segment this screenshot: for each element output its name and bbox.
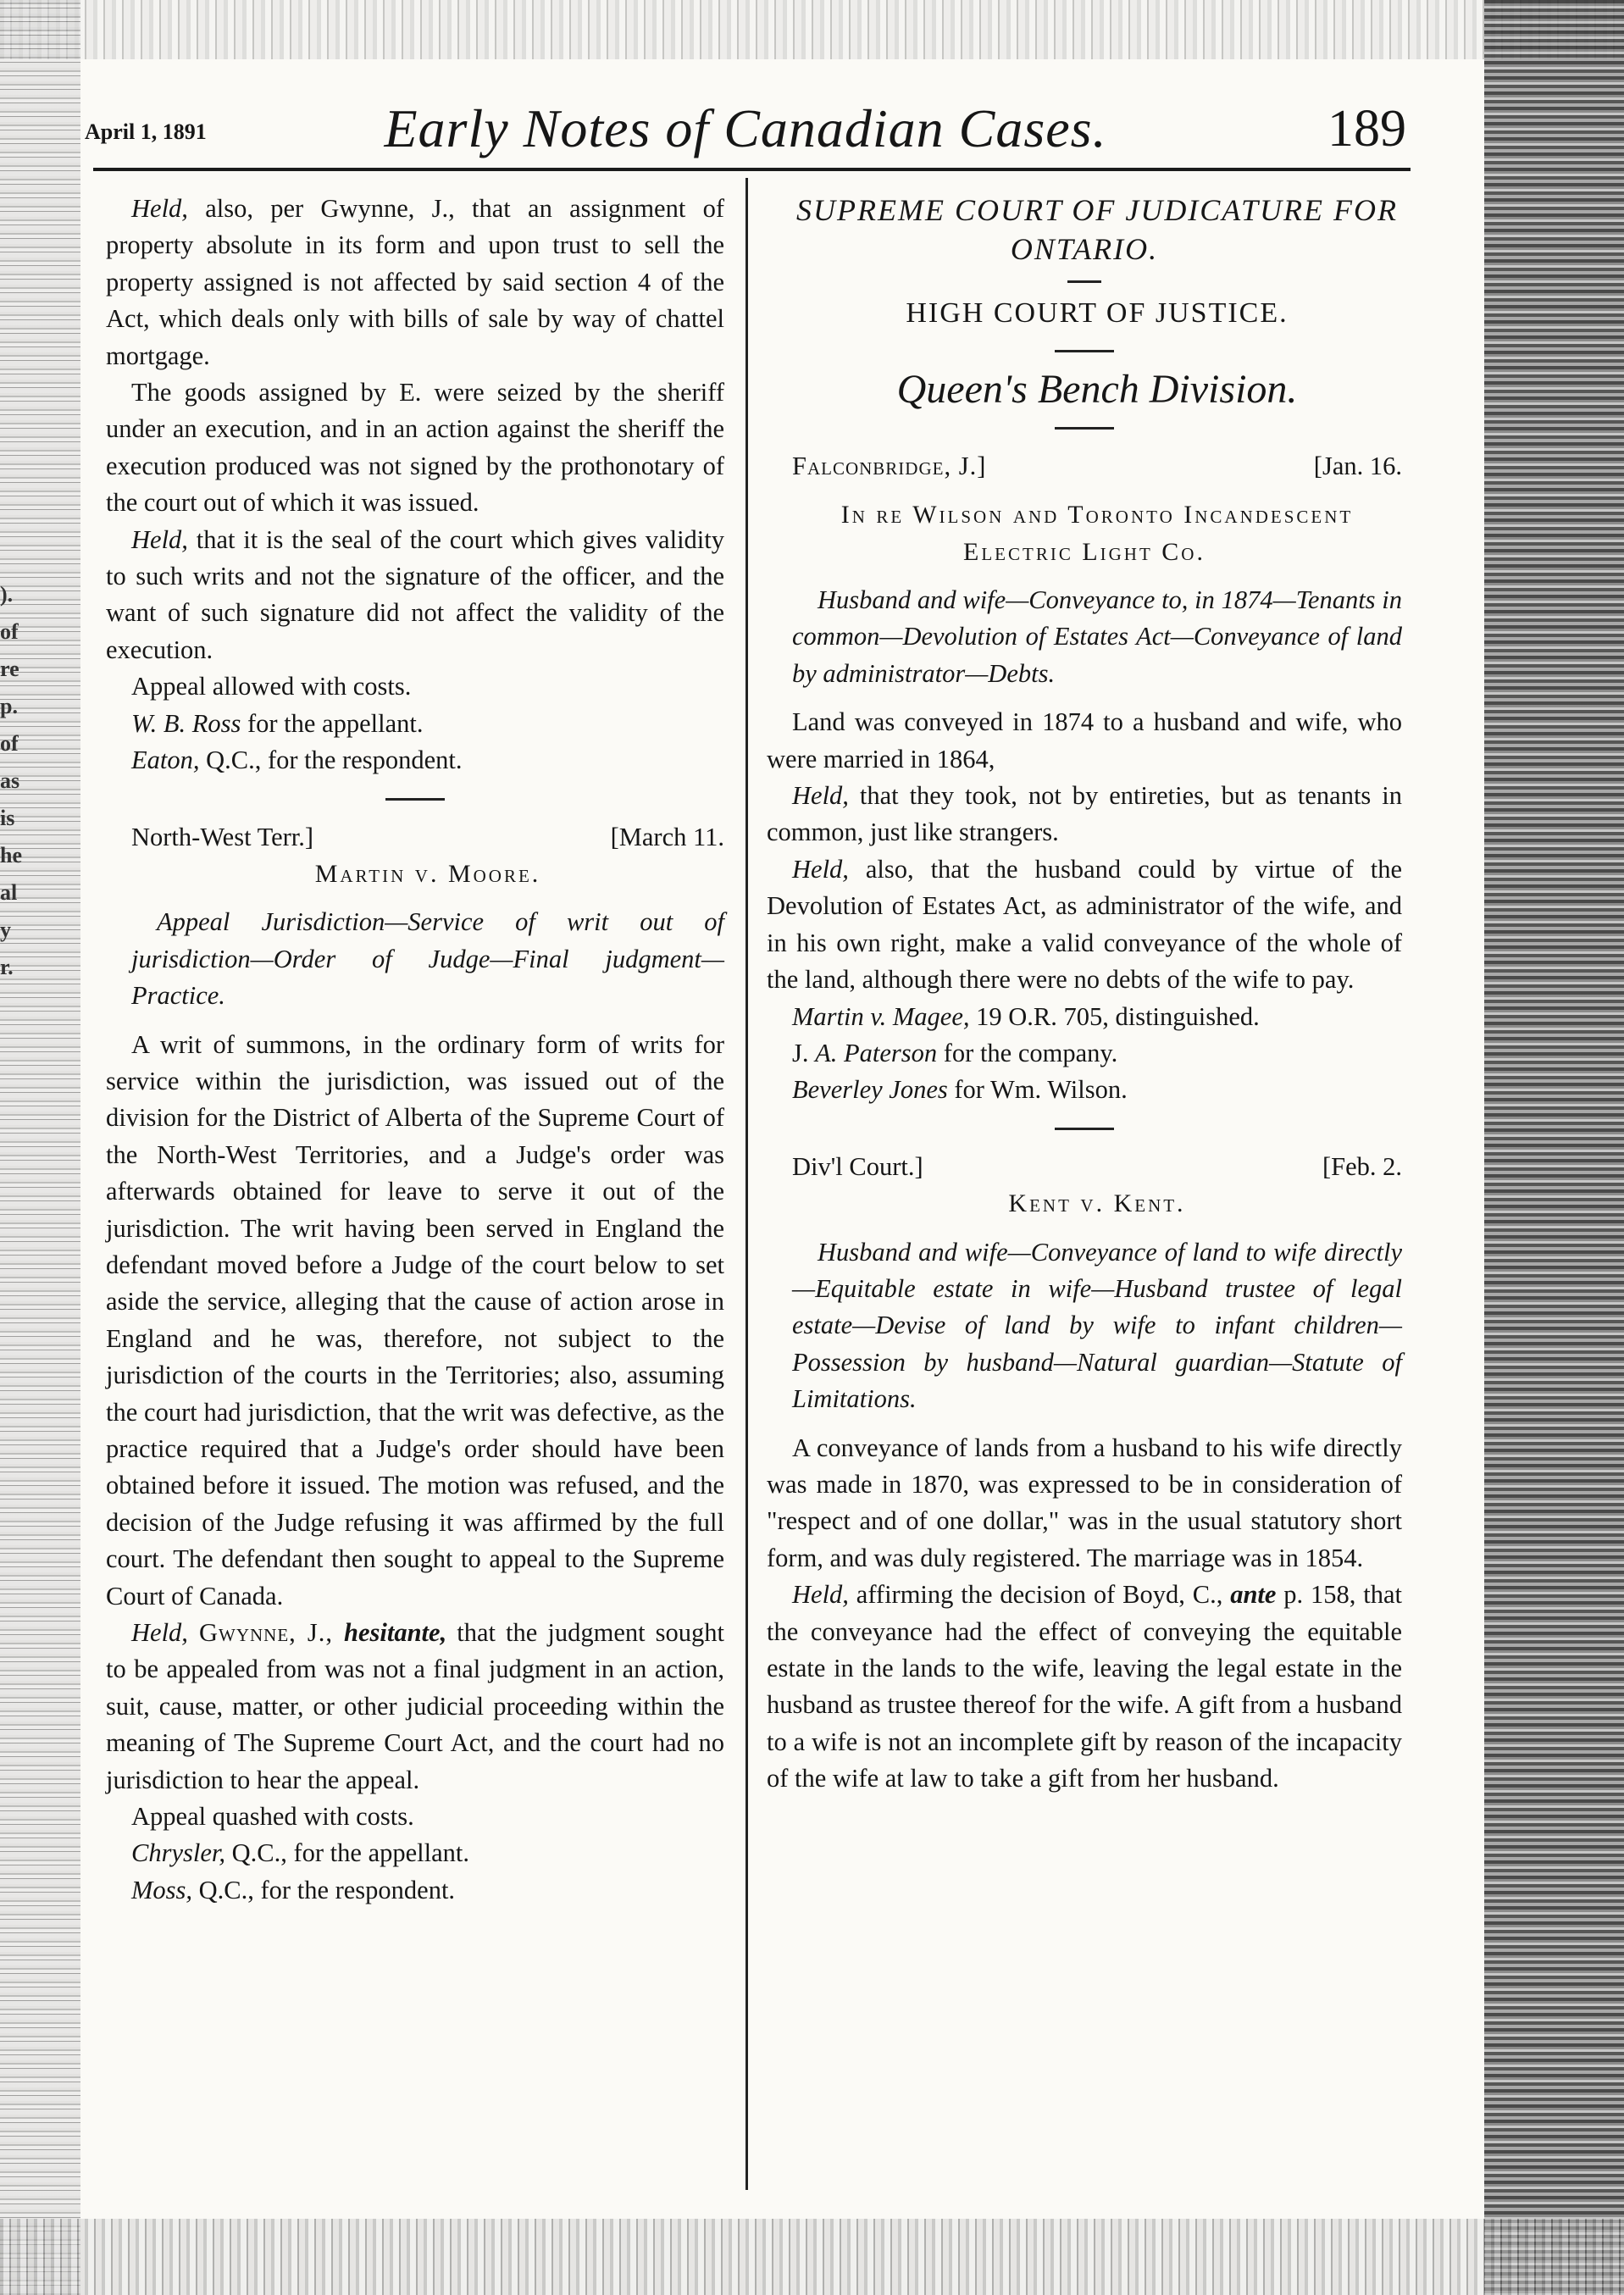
- paragraph-text: also, per Gwynne, J., that an assignment of property absolute in its form and upon trust to sell the property assigned is not affected by said section 4 of the Act, which deals only with bills of sale by way of chattel mortgage.: [106, 194, 724, 370]
- paragraph: [106, 191, 724, 374]
- counsel-line: [106, 706, 724, 742]
- paragraph: [767, 851, 1402, 999]
- counsel-role: Q.C., for the appellant.: [225, 1838, 469, 1868]
- scan-noise-top: [0, 0, 1624, 59]
- case-court-line: [767, 1149, 1402, 1185]
- bleed-fragment: of: [0, 731, 19, 756]
- counsel-name: Eaton,: [131, 746, 200, 775]
- page-number: 189: [1327, 100, 1406, 158]
- disposition: Appeal allowed with costs.: [131, 672, 412, 701]
- held-label: Held,: [792, 781, 849, 811]
- counsel-role: for the appellant.: [241, 708, 424, 738]
- counsel-role: for Wm. Wilson.: [947, 1075, 1128, 1105]
- high-court-heading: HIGH COURT OF JUSTICE.: [906, 297, 1289, 329]
- counsel-name: W. B. Ross: [131, 708, 241, 738]
- bleed-fragment: he: [0, 843, 22, 868]
- bleed-fragment: is: [0, 806, 15, 830]
- ante-term: ante: [1230, 1580, 1277, 1610]
- header-rule: [93, 168, 1411, 171]
- case-court-line: [767, 448, 1402, 485]
- scan-noise-left: [0, 0, 80, 2295]
- section-divider: [1055, 1128, 1114, 1130]
- bleed-fragment: al: [0, 880, 18, 905]
- section-divider: [1067, 280, 1101, 283]
- bleed-fragment: ).: [0, 582, 14, 607]
- paragraph-text: p. 158, that the conveyance had the effect of conveying the equitable estate in the lands to the wife, leaving the legal estate in the husband as trustee thereof for the wife. A gift from a husband to a wife is not an incomplete gift by reason of the incapacity of the wife at law to take a gift from her husband.: [767, 1580, 1402, 1793]
- bleed-fragment: re: [0, 657, 19, 681]
- judge-name: Gwynne, J.,: [187, 1618, 345, 1648]
- margin-bleed-text: [0, 576, 51, 986]
- case-name: In re Wilson and Toronto Incandescent Electric Light Co.: [840, 501, 1354, 566]
- counsel-line: [106, 1835, 724, 1871]
- journal-title: Early Notes of Canadian Cases.: [384, 98, 1107, 158]
- case-headnote: Appeal Jurisdiction—Service of writ out of jurisdiction—Order of Judge—Final judgment—Practice.: [131, 907, 724, 1011]
- paragraph-text: affirming the decision of Boyd, C.,: [848, 1580, 1231, 1610]
- paragraph: A writ of summons, in the ordinary form of writs for service within the jurisdiction, was issued out of the division for the District of Alberta of the Supreme Court of the North-West Territories, and a Judge's order was afterwards obtained for leave to serve it out of the jurisdiction. The writ having been served in England the defendant moved before a Judge of the court below to set aside the service, alleging that the cause of action arose in England and he was, therefore, not subject to the jurisdiction of the courts in the Territories; also, assuming the court had jurisdiction, that the writ was defective, as the practice required that a Judge's order should have been obtained before it issued. The motion was refused, and the decision of the Judge refusing it was affirmed by the full court. The defendant then sought to appeal to the Supreme Court of Canada.: [106, 1029, 724, 1610]
- disposition: Appeal quashed with costs.: [131, 1802, 414, 1832]
- paragraph-text: that they took, not by entireties, but as tenants in common, just like strangers.: [767, 781, 1402, 847]
- paragraph: [767, 1577, 1402, 1797]
- division-heading: Queen's Bench Division.: [896, 367, 1298, 413]
- scan-noise-bottom: [0, 2219, 1624, 2295]
- counsel-line: [767, 1035, 1402, 1072]
- case-date: [Feb. 2.: [1322, 1151, 1402, 1181]
- bleed-fragment: y: [0, 917, 11, 942]
- paragraph: Land was conveyed in 1874 to a husband and wife, who were married in 1864,: [767, 707, 1402, 773]
- held-label: Held,: [131, 1618, 188, 1648]
- column-divider: [745, 178, 748, 2190]
- citation-text: 19 O.R. 705, distinguished.: [969, 1001, 1260, 1031]
- scan-noise-right: [1484, 0, 1624, 2295]
- case-name: Kent v. Kent.: [1008, 1189, 1186, 1218]
- left-column: [106, 191, 724, 1909]
- held-label: Held,: [792, 1580, 849, 1610]
- section-divider: [385, 798, 445, 801]
- cited-case: Martin v. Magee,: [792, 1001, 970, 1031]
- court-title: SUPREME COURT OF JUDICATURE FOR ONTARIO.: [796, 193, 1398, 266]
- judge-name: Falconbridge, J.]: [792, 451, 987, 480]
- counsel-role: Q.C., for the respondent.: [199, 746, 463, 775]
- case-date: [March 11.: [610, 822, 724, 851]
- right-column: [767, 191, 1402, 1798]
- paragraph: [106, 1615, 724, 1799]
- hesitante-term: hesitante,: [344, 1618, 447, 1648]
- issue-date: April 1, 1891: [85, 119, 207, 144]
- counsel-name: A. Paterson: [815, 1038, 938, 1067]
- paragraph-text: also, that the husband could by virtue of the Devolution of Estates Act, as administrator of the wife, and in his own right, make a valid conveyance of the whole of the land, although there were no debts of the wife to pay.: [767, 854, 1402, 995]
- held-label: Held,: [131, 524, 188, 554]
- paragraph: The goods assigned by E. were seized by the sheriff under an execution, and in an action against the sheriff the execution produced was not signed by the prothonotary of the court out of which it was issued.: [106, 378, 724, 518]
- counsel-initial: J.: [792, 1038, 816, 1067]
- counsel-name: Moss,: [131, 1875, 193, 1904]
- case-headnote: Husband and wife—Conveyance to, in 1874—Tenants in common—Devolution of Estates Act—Conveyance of land by administrator—Debts.: [792, 585, 1402, 688]
- paragraph: [767, 778, 1402, 851]
- counsel-name: Beverley Jones: [792, 1075, 948, 1105]
- court-name: North-West Terr.]: [131, 822, 314, 851]
- counsel-name: Chrysler,: [131, 1838, 225, 1868]
- bleed-fragment: r.: [0, 955, 14, 979]
- paragraph: A conveyance of lands from a husband to his wife directly was made in 1870, was expressed to be in consideration of "respect and of one dollar," was in the usual statutory short form, and was duly registered. The marriage was in 1854.: [767, 1433, 1402, 1572]
- held-label: Held,: [131, 194, 188, 223]
- bleed-fragment: of: [0, 619, 19, 644]
- case-headnote: Husband and wife—Conveyance of land to wife directly—Equitable estate in wife—Husband trustee of legal estate—Devise of land by wife to infant children—Possession by husband—Natural guardian—Statute of Limitations.: [792, 1237, 1402, 1414]
- counsel-role: for the company.: [937, 1038, 1118, 1067]
- counsel-line: [106, 742, 724, 779]
- case-date: [Jan. 16.: [1313, 451, 1402, 480]
- counsel-line: [106, 1872, 724, 1909]
- counsel-role: Q.C., for the respondent.: [192, 1875, 456, 1904]
- bleed-fragment: p.: [0, 694, 18, 718]
- section-divider: [1055, 427, 1114, 430]
- case-court-line: [106, 819, 724, 856]
- held-label: Held,: [792, 854, 849, 884]
- case-name: Martin v. Moore.: [314, 859, 541, 888]
- paragraph: [106, 522, 724, 669]
- paragraph-text: that it is the seal of the court which gives validity to such writs and not the signature of the officer, and the want of such signature did not affect the validity of the execution.: [106, 524, 724, 664]
- court-name: Div'l Court.]: [792, 1151, 923, 1181]
- counsel-line: [767, 1072, 1402, 1108]
- running-head: [85, 97, 1406, 165]
- section-divider: [1055, 350, 1114, 352]
- citation-line: [767, 999, 1402, 1035]
- paragraph-text: that the judgment sought to be appealed from was not a final judgment in an action, suit, cause, matter, or other judicial proceeding within the meaning of The Supreme Court Act, and the court had no jurisdiction to hear the appeal.: [106, 1618, 724, 1794]
- bleed-fragment: as: [0, 768, 20, 793]
